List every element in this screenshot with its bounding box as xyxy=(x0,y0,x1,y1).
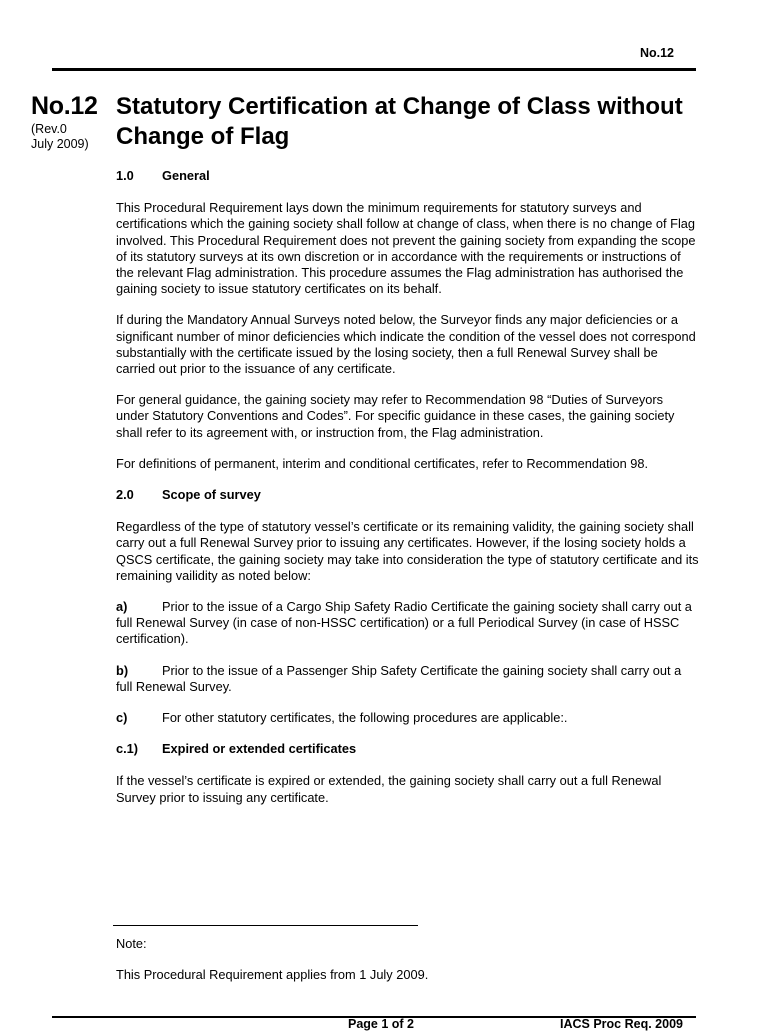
section-heading-scope xyxy=(116,487,699,503)
item-text: Prior to the issue of a Cargo Ship Safety Radio Certificate the gaining society shall carry out a full Renewal Survey (in case of non-HSSC certification) or a full Periodical Survey (in case of HSSC certification). xyxy=(116,599,692,647)
section-number: 1.0 xyxy=(116,168,134,183)
section-heading-general xyxy=(116,168,699,184)
document-title: Statutory Certification at Change of Class without Change of Flag xyxy=(116,93,683,150)
section-title: General xyxy=(162,168,210,183)
list-item-a xyxy=(116,599,699,648)
section-number: 2.0 xyxy=(116,487,134,503)
footnote-rule xyxy=(113,925,418,926)
note-label: Note: xyxy=(116,936,147,951)
revision-line-1: (Rev.0 xyxy=(31,122,67,136)
paragraph: If during the Mandatory Annual Surveys noted below, the Surveyor finds any major deficiencies or a significant number of minor deficiencies which indicate the condition of the vessel does not correspond substantially with the certificate issued by the losing society, then a full Renewal Survey shall be carried out prior to the issuance of any certificate. xyxy=(116,312,696,377)
header-rule xyxy=(52,68,696,71)
list-item-c xyxy=(116,710,699,726)
header-number: No.12 xyxy=(639,46,674,60)
item-text: Prior to the issue of a Passenger Ship Safety Certificate the gaining society shall carry out a full Renewal Survey. xyxy=(116,662,682,694)
side-number: No.12 xyxy=(31,92,98,120)
document-body xyxy=(116,168,699,821)
revision-line-2: July 2009) xyxy=(31,137,89,151)
item-label: a) xyxy=(116,599,128,615)
paragraph: If the vessel’s certificate is expired or extended, the gaining society shall carry out a full Renewal Survey prior to issuing any certificate. xyxy=(116,773,662,805)
item-label: c) xyxy=(116,710,128,726)
note-text: This Procedural Requirement applies from 1 July 2009. xyxy=(116,967,429,982)
section-heading-c1 xyxy=(116,741,699,757)
paragraph: This Procedural Requirement lays down the minimum requirements for statutory surveys and certifications which the gaining society shall follow at change of class, when there is no change of Flag involved. This Procedural Requirement does not prevent the gaining society from expanding the scope of its statutory surveys at its own discretion or in accordance with the requirements or instructions of the relevant Flag administration. This procedure assumes the Flag administration has authorised the gaining society to issue statutory certificates on its behalf. xyxy=(116,200,696,297)
item-label: b) xyxy=(116,662,129,678)
section-title: Expired or extended certificates xyxy=(162,741,357,757)
section-title: Scope of survey xyxy=(162,487,261,503)
paragraph: For definitions of permanent, interim and conditional certificates, refer to Recommendation 98. xyxy=(116,455,649,471)
section-number: c.1) xyxy=(116,741,139,757)
paragraph: For general guidance, the gaining society may refer to Recommendation 98 “Duties of Surveyors under Statutory Conventions and Codes”. For specific guidance in these cases, the gaining society shall refer to its agreement with, or instruction from, the Flag administration. xyxy=(116,392,675,440)
footer-page-number: Page 1 of 2 xyxy=(348,1017,414,1031)
revision-info xyxy=(31,122,89,152)
paragraph: Regardless of the type of statutory vessel’s certificate or its remaining validity, the gaining society shall carry out a full Renewal Survey prior to issuing any certificates. However, if the losing society holds a QSCS certificate, the gaining society may take into consideration the type of statutory certificate and its remaining vailidity as noted below: xyxy=(116,519,699,583)
list-item-b xyxy=(116,663,699,695)
footer-reference: IACS Proc Req. 2009 xyxy=(560,1017,683,1031)
item-text: For other statutory certificates, the following procedures are applicable:. xyxy=(162,710,568,726)
